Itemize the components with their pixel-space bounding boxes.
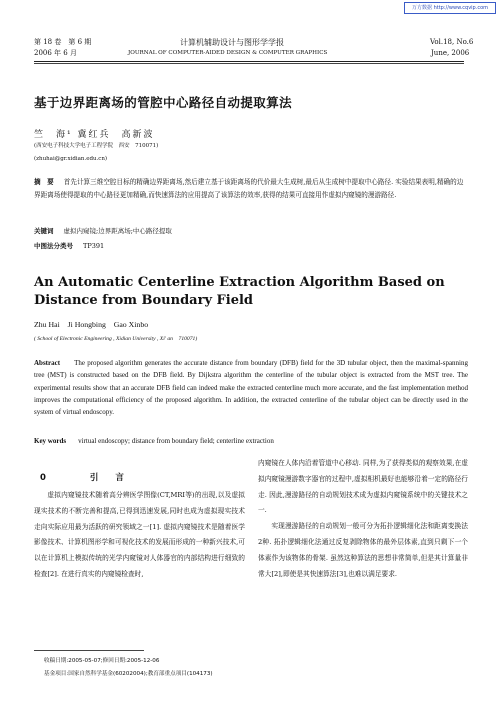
abstract-cn-text: 首先计算三维空腔目标的精确边界距离场,然后建立基于该距离场的代价最大生成树,最后从生成树中提取中心路径. 实验结果表明,精确的边界距离场使得提取的中心路径更加精确,而快速算法的应用提高了该算法的效率,获得的结果可直接用作虚拟内窥镜的漫游路径.	[34, 178, 464, 199]
paper-title-en: An Automatic Centerline Extraction Algorithm Based on Distance from Boundary Field	[34, 275, 445, 308]
header-journal-en: JOURNAL OF COMPUTER-AIDED DESIGN & COMPUTER GRAPHICS	[128, 50, 328, 56]
authors-cn: 竺 海¹ 冀红兵 高新波	[34, 130, 155, 140]
header-rule-top	[34, 61, 464, 62]
classification-label: 中图法分类号	[34, 242, 73, 250]
header-volume-issue-cn: 第 18 卷 第 6 期	[34, 38, 92, 46]
header-date-en: June, 2006	[431, 49, 470, 57]
header-rule-bottom	[34, 63, 464, 64]
affiliation-en: ( School of Electronic Engineering , Xidian University , Xi' an 710071)	[34, 336, 198, 342]
abstract-en	[34, 357, 468, 418]
footnote-fund: 基金项目:国家自然科学基金(60202004);教育部重点项目(104173)	[44, 671, 213, 677]
classification-number	[34, 241, 104, 250]
header-date-cn: 2006 年 6 月	[34, 49, 77, 57]
body-paragraph: 虚拟内窥镜技术随着高分辨医学图像(CT,MRI等)的出现,以及虚拟现实技术的不断完善和提高,已得到迅速发展,同时也成为虚拟现实技术走向实际应用最为活跃的研究领域之一[1]. 虚拟内窥镜技术是随着医学影像技术、计算机图形学和可视化技术的发展而形成的一种新兴技术,可以在计算机上模拟传统的光学内窥镜对人体器官的内部结构进行细致的检查[2]. 在进行真实的内窥镜检查时,	[34, 491, 245, 578]
author-email: (zhuhai@gr.xidian.edu.cn)	[34, 156, 108, 162]
section-heading	[40, 471, 124, 483]
section-number: 0	[40, 473, 46, 483]
body-right-column	[258, 456, 468, 582]
section-title: 引 言	[89, 473, 124, 483]
keywords-cn-text: 虚拟内窥镜;边界距离场;中心路径提取	[63, 227, 172, 235]
authors-en: Zhu Hai Ji Hongbing Gao Xinbo	[34, 320, 149, 329]
keywords-en	[34, 437, 274, 445]
body-paragraph: 内窥镜在人体内沿着管道中心移动. 同样,为了获得类似的观察效果,在虚拟内窥镜漫游数字器官的过程中,虚拟相机最好也能够沿着一定的路径行走. 因此,漫游路径的自动规划技术成为虚拟内窥镜系统中的关键技术之一.	[258, 459, 468, 515]
keywords-cn-label: 关键词	[34, 227, 54, 235]
classification-value: TP391	[83, 242, 105, 250]
paper-title-cn: 基于边界距离场的管腔中心路径自动提取算法	[34, 95, 293, 110]
header-journal-cn: 计算机辅助设计与图形学学报	[180, 38, 284, 47]
abstract-en-text: The proposed algorithm generates the accurate distance from boundary (DFB) field for the 3D tubular object, then the maximal-spanning tree (MST) is constructed based on the DFB field. By Dijkstra algorithm the centerline of the tubular object is extracted from the MST tree. The experimental results show that an accurate DFB field can indeed make the extracted centerline much more accurate, and the fast implementation method improves the computational efficiency of the proposed algorithm. In addition, the extracted centerline of the tubular object can be directly used in the system of virtual endoscopy.	[34, 359, 468, 417]
footnote-rule	[34, 650, 144, 651]
abstract-en-label: Abstract	[34, 359, 61, 367]
footnote-received: 收稿日期:2005-05-07;修回日期:2005-12-06	[44, 658, 160, 664]
abstract-cn-label: 摘 要	[34, 178, 54, 186]
keywords-en-label: Key words	[34, 437, 67, 445]
affiliation-cn: (西安电子科技大学电子工程学院 西安 710071)	[34, 143, 159, 149]
body-paragraph: 实现漫游路径的自动规划一般可分为拓扑逻辑细化法和距离变换法2种. 拓扑逻辑细化法通过反复剥除物体的最外层体素,直到只剩下一个体素作为该物体的骨架. 虽然这种算法的思想非常简单,但是其计算量非常大[2],即使是其快速算法[3],也难以满足要求.	[258, 522, 468, 578]
keywords-cn	[34, 226, 172, 235]
header-volume-issue-en: Vol.18, No.6	[430, 38, 474, 46]
body-left-column	[34, 488, 245, 583]
watermark-stamp: 万方数据 http://www.cqvip.com	[404, 2, 496, 14]
keywords-en-text: virtual endoscopy; distance from boundary field; centerline extraction	[78, 437, 274, 445]
abstract-cn	[34, 176, 468, 202]
